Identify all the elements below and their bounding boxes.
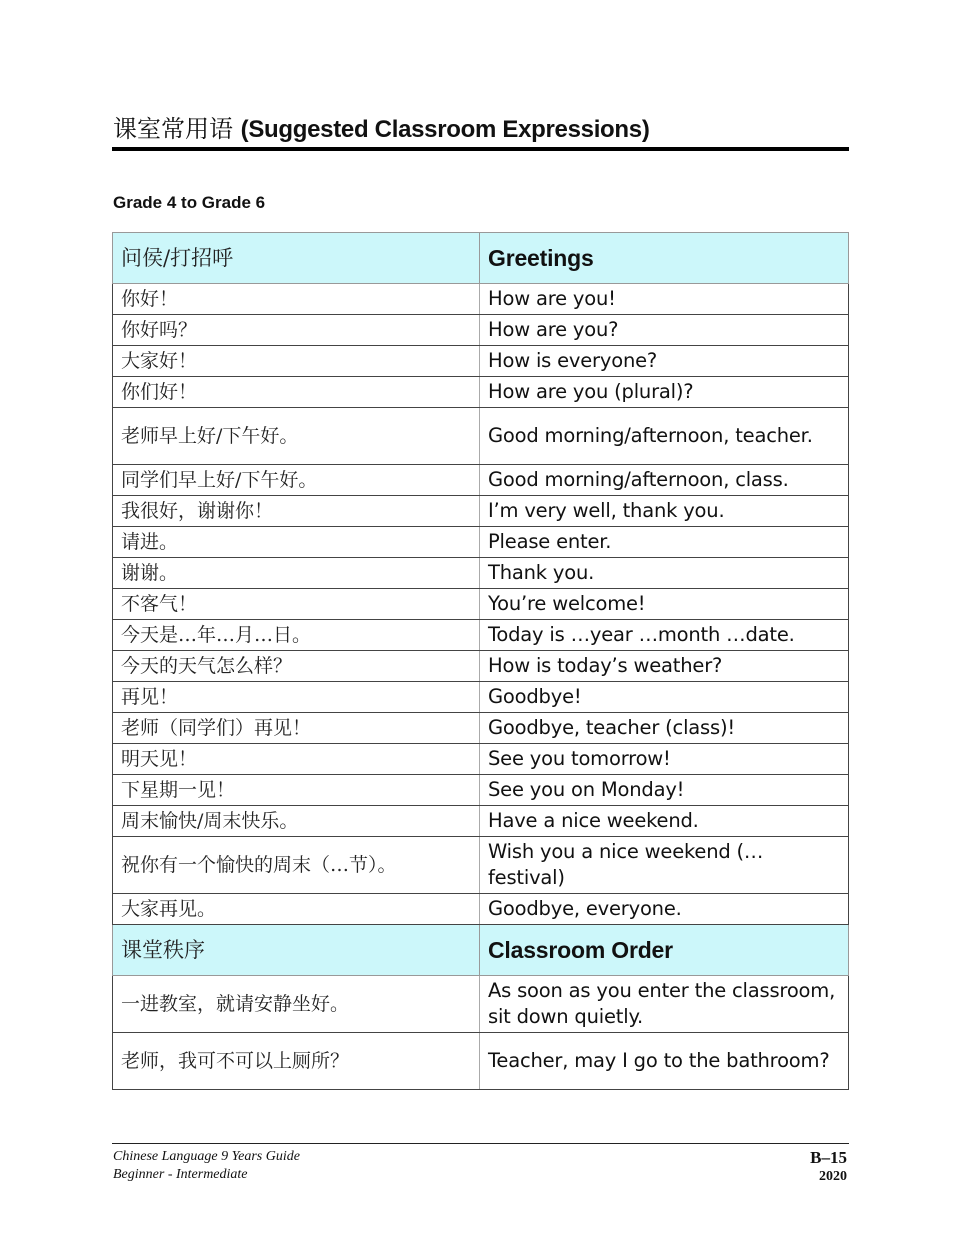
phrase-en: Good morning/afternoon, class. xyxy=(480,465,849,496)
page-title-english: (Suggested Classroom Expressions) xyxy=(240,116,650,143)
phrase-zh: 请进。 xyxy=(113,527,480,558)
table-row xyxy=(113,465,849,496)
phrase-zh: 你们好！ xyxy=(113,377,480,408)
section-heading-zh: 问侯/打招呼 xyxy=(113,233,480,284)
page-title-chinese: 课室常用语 xyxy=(113,115,233,143)
phrase-en: How is today’s weather? xyxy=(480,651,849,682)
phrase-zh: 不客气！ xyxy=(113,589,480,620)
phrase-zh: 你好吗？ xyxy=(113,315,480,346)
phrase-en: Have a nice weekend. xyxy=(480,806,849,837)
phrase-zh: 祝你有一个愉快的周末（…节）。 xyxy=(113,837,480,894)
table-row xyxy=(113,377,849,408)
footer-divider xyxy=(112,1143,849,1144)
table-row xyxy=(113,346,849,377)
table-row xyxy=(113,651,849,682)
footer-year: 2020 xyxy=(819,1169,847,1184)
footer-level: Beginner - Intermediate xyxy=(113,1167,248,1182)
table-row xyxy=(113,775,849,806)
table-row xyxy=(113,894,849,925)
section-heading-en: Classroom Order xyxy=(480,925,849,976)
phrase-zh: 大家好！ xyxy=(113,346,480,377)
table-row xyxy=(113,744,849,775)
phrase-en: Wish you a nice weekend (… festival) xyxy=(480,837,849,894)
phrase-zh: 周末愉快/周末快乐。 xyxy=(113,806,480,837)
phrase-en: How are you (plural)? xyxy=(480,377,849,408)
phrase-en: As soon as you enter the classroom, sit down quietly. xyxy=(480,976,849,1033)
title-divider xyxy=(112,147,849,151)
phrase-en: See you tomorrow! xyxy=(480,744,849,775)
phrase-zh: 今天是…年…月…日。 xyxy=(113,620,480,651)
phrase-zh: 明天见！ xyxy=(113,744,480,775)
phrase-en: Thank you. xyxy=(480,558,849,589)
footer-guide-title: Chinese Language 9 Years Guide xyxy=(113,1149,300,1164)
table-row xyxy=(113,806,849,837)
phrase-zh: 老师（同学们）再见！ xyxy=(113,713,480,744)
phrase-zh: 谢谢。 xyxy=(113,558,480,589)
page-title xyxy=(113,112,650,147)
phrase-en: How is everyone? xyxy=(480,346,849,377)
table-row xyxy=(113,713,849,744)
phrase-zh: 同学们早上好/下午好。 xyxy=(113,465,480,496)
footer-page-info xyxy=(810,1148,847,1186)
table-row xyxy=(113,284,849,315)
phrase-en: Today is …year …month …date. xyxy=(480,620,849,651)
phrase-zh: 一进教室，就请安静坐好。 xyxy=(113,976,480,1033)
phrase-en: Please enter. xyxy=(480,527,849,558)
phrase-en: See you on Monday! xyxy=(480,775,849,806)
phrase-en: Goodbye, everyone. xyxy=(480,894,849,925)
table-row xyxy=(113,408,849,465)
grade-subtitle: Grade 4 to Grade 6 xyxy=(113,193,266,212)
table-row xyxy=(113,1033,849,1090)
phrase-zh: 下星期一见！ xyxy=(113,775,480,806)
table-row xyxy=(113,558,849,589)
phrase-en: Goodbye! xyxy=(480,682,849,713)
phrase-zh: 我很好，谢谢你！ xyxy=(113,496,480,527)
phrase-zh: 老师早上好/下午好。 xyxy=(113,408,480,465)
table-row xyxy=(113,976,849,1033)
phrase-en: How are you! xyxy=(480,284,849,315)
table-row xyxy=(113,620,849,651)
phrase-en: Goodbye, teacher (class)! xyxy=(480,713,849,744)
footer-document-info xyxy=(113,1148,300,1184)
phrase-en: You’re welcome! xyxy=(480,589,849,620)
phrase-en: Teacher, may I go to the bathroom? xyxy=(480,1033,849,1090)
phrase-zh: 再见！ xyxy=(113,682,480,713)
phrase-en: I’m very well, thank you. xyxy=(480,496,849,527)
phrase-en: How are you? xyxy=(480,315,849,346)
page-number: B–15 xyxy=(810,1148,847,1167)
table-row xyxy=(113,682,849,713)
table-row xyxy=(113,589,849,620)
phrase-en: Good morning/afternoon, teacher. xyxy=(480,408,849,465)
phrase-zh: 老师，我可不可以上厕所？ xyxy=(113,1033,480,1090)
expressions-table xyxy=(112,232,849,1090)
table-row xyxy=(113,496,849,527)
table-row xyxy=(113,315,849,346)
section-heading-zh: 课堂秩序 xyxy=(113,925,480,976)
phrase-zh: 你好！ xyxy=(113,284,480,315)
table-row xyxy=(113,527,849,558)
phrase-zh: 今天的天气怎么样？ xyxy=(113,651,480,682)
phrase-zh: 大家再见。 xyxy=(113,894,480,925)
section-header-greetings xyxy=(113,233,849,284)
table-row xyxy=(113,837,849,894)
section-heading-en: Greetings xyxy=(480,233,849,284)
section-header-classroom-order xyxy=(113,925,849,976)
